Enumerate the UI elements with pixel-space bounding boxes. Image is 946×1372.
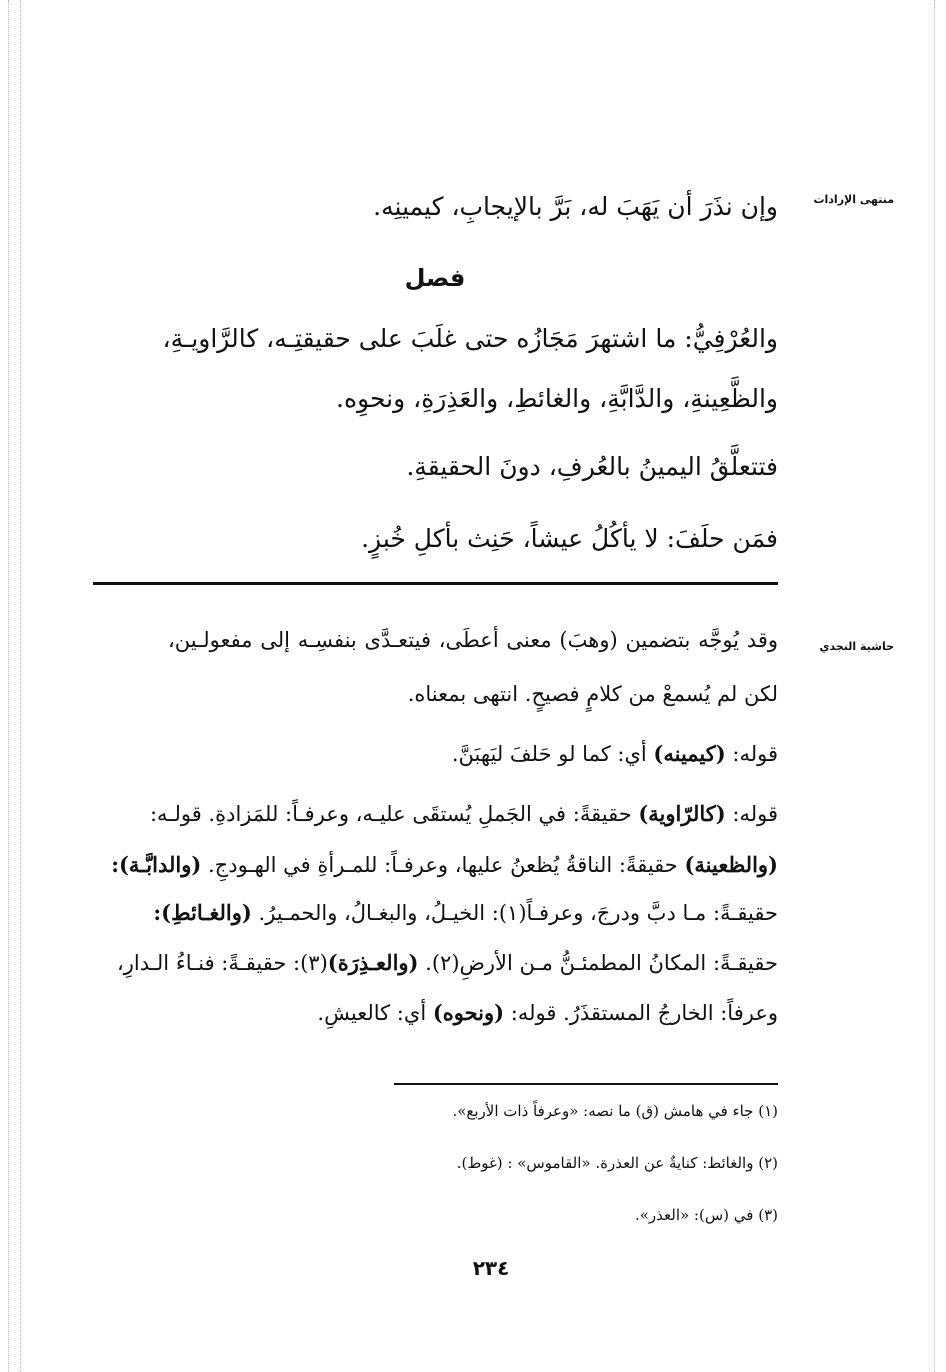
commentary-keyword: (والعـذِرَة) [327, 950, 419, 975]
commentary-text: (٣): حقيقـةً: فنـاءُ الـدارِ، [116, 951, 328, 975]
main-text-line-1: وإن نذَرَ أن يَهَبَ له، بَرَّ بالإيجابِ، كيمينِه. [373, 192, 778, 221]
section-divider [93, 582, 778, 585]
commentary-keyword: (كيمينه) [653, 741, 726, 766]
margin-label-commentary: حاشية النجدي [819, 640, 894, 653]
page-number [0, 1256, 946, 1280]
section-heading-text: فصل [404, 264, 466, 292]
footnote-divider [394, 1083, 778, 1085]
footnote-3: (٣) في (س): «العذر». [634, 1206, 778, 1224]
commentary-line-7 [116, 950, 778, 975]
main-text-line-3: والظَّعِينةِ، والدَّابَّةِ، والغائطِ، والعَذِرَةِ، ونحوِه. [336, 384, 778, 413]
commentary-text: أي: كالعيشِ. [317, 1001, 433, 1025]
commentary-keyword: (ونحوه) [432, 1000, 505, 1025]
commentary-text: وعرفاً: الخارجُ المستقذَرُ. قوله: [504, 1001, 778, 1025]
commentary-text: أي: كما لو حَلفَ ليَهبَنَّ. [451, 742, 654, 766]
section-heading [0, 264, 946, 292]
commentary-text: حقيقةً: في الجَملِ يُستقَى عليـه، وعرفـاً: للمَزادةِ. قولـه: [149, 802, 639, 826]
commentary-line-2: لكن لم يُسمعْ من كلامٍ فصيحٍ. انتهى بمعناه. [407, 682, 778, 706]
commentary-line-5 [111, 852, 778, 877]
commentary-text: حقيقةً: الناقةُ يُظعنُ عليها، وعرفـاً: للمـرأةِ في الهـودجِ. [201, 853, 685, 877]
footnote-1: (١) جاء في هامش (ق) ما نصه: «وعرفاً ذات الأربع». [452, 1102, 778, 1120]
page-edge-dots-left-inner [20, 0, 21, 1372]
main-text-line-4: فتتعلَّقُ اليمينُ بالعُرفِ، دونَ الحقيقةِ. [406, 452, 778, 481]
page-number-text: ٢٣٤ [472, 1256, 510, 1280]
commentary-keyword: (والغـائطِ): [153, 900, 252, 925]
commentary-keyword: (كالرّاوية) [638, 801, 726, 826]
commentary-text: حقيقـةً: المكانُ المطمئـنُّ مـن الأرضِ(٢). [418, 951, 778, 975]
page-edge-dots-right [934, 0, 935, 1372]
main-text-line-2: والعُرْفِيُّ: ما اشتهرَ مَجَازُه حتى غلَبَ على حقيقتِـه، كالرَّاويـةِ، [162, 324, 778, 353]
commentary-line-8 [317, 1000, 778, 1025]
page-edge-dots-left [8, 0, 9, 1372]
main-text-line-5: فمَن حلَفَ: لا يأكُلُ عيشاً، حَنِث بأكلِ خُبزٍ. [361, 524, 778, 553]
commentary-line-1: وقد يُوجَّه بتضمين (وهبَ) معنى أعطَى، فيتعـدَّى بنفسِـه إلى مفعولـين، [168, 628, 778, 652]
commentary-line-4 [149, 801, 778, 826]
footnote-2: (٢) والغائط: كنايةٌ عن العذرة. «القاموس» : (غوط). [456, 1154, 778, 1172]
commentary-text: قوله: [725, 742, 778, 766]
margin-label-main-text: منتهى الإرادات [813, 193, 894, 206]
commentary-text: حقيقـةً: مـا دبَّ ودرجَ، وعرفـاً(١): الخيـلُ، والبغـالُ، والحمـيرُ. [251, 901, 778, 925]
commentary-line-3 [452, 741, 778, 766]
commentary-text: قوله: [725, 802, 778, 826]
commentary-keyword: (والظعينة) [684, 852, 778, 877]
commentary-keyword: (والدابَّـة): [111, 852, 202, 877]
commentary-line-6 [153, 900, 778, 925]
